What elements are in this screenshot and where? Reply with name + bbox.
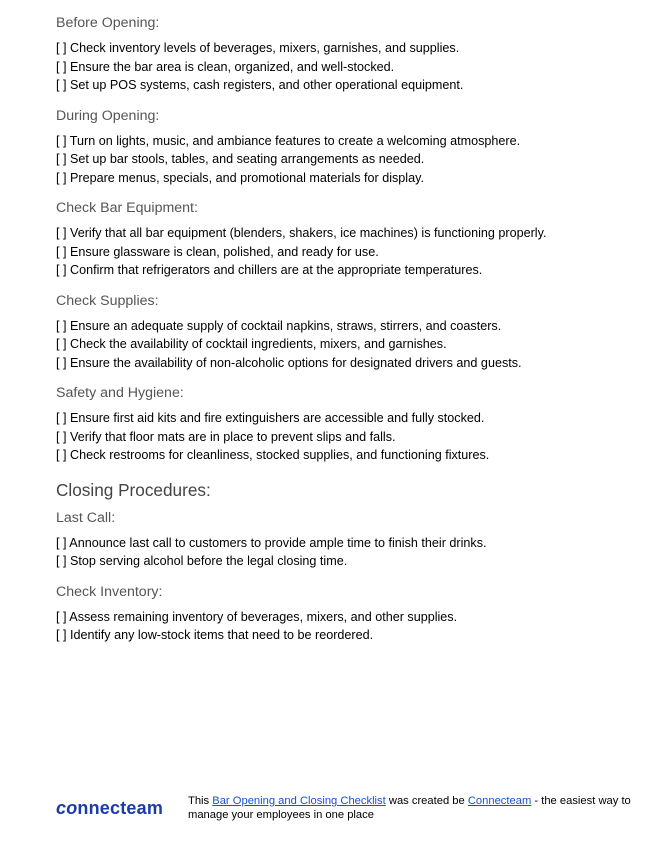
checklist-item: [ ] Identify any low-stock items that need to be reordered. [56,628,374,642]
checklist-item: [ ] Confirm that refrigerators and chillers are at the appropriate temperatures. [56,263,483,277]
checklist-item: [ ] Ensure the bar area is clean, organized, and well-stocked. [56,59,395,74]
checklist-item: [ ] Ensure glassware is clean, polished, and ready for use. [56,244,379,259]
footer [56,795,646,835]
checklist-item: [ ] Check the availability of cocktail ingredients, mixers, and garnishes. [56,337,447,351]
section-check-supplies [56,292,656,373]
section-check-bar-equipment [56,199,656,280]
connecteam-link[interactable]: Connecteam [467,795,532,807]
section-heading: Before Opening: [56,15,160,31]
section-heading: Check Bar Equipment: [56,200,198,216]
closing-procedures-title: Closing Procedures: [56,479,211,500]
checklist-item: [ ] Set up POS systems, cash registers, and other operational equipment. [56,78,464,92]
checklist-item: [ ] Announce last call to customers to provide ample time to finish their drinks. [56,535,487,550]
checklist-item: [ ] Prepare menus, specials, and promotional materials for display. [56,170,424,185]
section-heading: Check Inventory: [56,583,163,600]
footer-credit-text: This Bar Opening and Closing Checklist was created be Connecteam - the easiest way to manage your employees in one place [188,795,631,821]
section-during-opening [56,107,656,188]
checklist-content [56,14,656,645]
section-heading: Safety and Hygiene: [56,385,184,401]
checklist-item: [ ] Turn on lights, music, and ambiance features to create a welcoming atmosphere. [56,133,521,148]
checklist-item: [ ] Stop serving alcohol before the legal closing time. [56,554,348,568]
checklist-item: [ ] Check inventory levels of beverages, mixers, garnishes, and supplies. [56,41,460,55]
section-heading: During Opening: [56,107,160,124]
section-last-call [56,509,656,571]
section-safety-hygiene [56,384,656,465]
checklist-item: [ ] Ensure the availability of non-alcoholic options for designated drivers and guests. [56,355,522,370]
checklist-item: [ ] Verify that all bar equipment (blenders, shakers, ice machines) is functioning properly. [56,226,547,240]
checklist-item: [ ] Assess remaining inventory of beverages, mixers, and other supplies. [56,609,458,624]
section-heading: Check Supplies: [56,292,159,309]
section-before-opening [56,14,656,95]
checklist-item: [ ] Ensure first aid kits and fire extinguishers are accessible and fully stocked. [56,411,485,425]
checklist-link[interactable]: Bar Opening and Closing Checklist [212,795,386,807]
connecteam-logo: connecteam [56,798,164,818]
section-heading: Last Call: [56,509,116,526]
checklist-item: [ ] Verify that floor mats are in place to prevent slips and falls. [56,429,396,444]
checklist-item: [ ] Ensure an adequate supply of cocktail napkins, straws, stirrers, and coasters. [56,318,502,333]
checklist-item: [ ] Check restrooms for cleanliness, stocked supplies, and functioning fixtures. [56,448,490,462]
section-check-inventory [56,583,656,645]
checklist-item: [ ] Set up bar stools, tables, and seating arrangements as needed. [56,152,425,166]
